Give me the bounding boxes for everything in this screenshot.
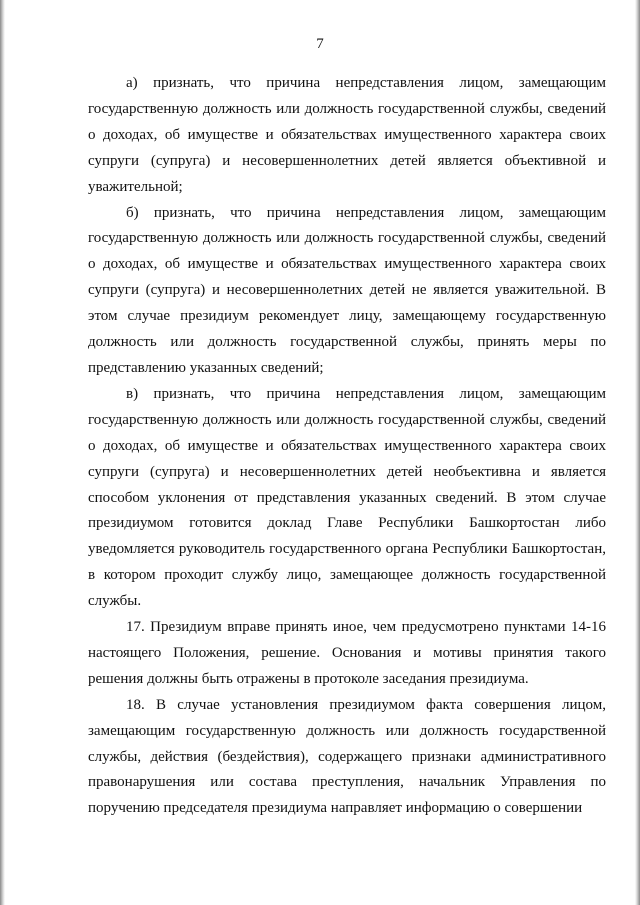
paragraph-18: 18. В случае установления президиумом факта совершения лицом, замещающим государственную должность или должность государственной службы, действия (бездействия), содержащего признаки административного правонарушения или состава преступления, начальник Управления по поручению председателя президиума направляет информацию о совершении [88,696,606,817]
paragraph-b: б) признать, что причина непредставления лицом, замещающим государственную должность или должность государственной службы, сведений о доходах, об имуществе и обязательствах имущественного характера своих супруги (супруга) и несовершеннолетних детей не является уважительной. В этом случае президиум рекомендует лицу, замещающему государственную должность или должность государственной службы, принять меры по представлению указанных сведений; [88,204,606,376]
scan-edge-left [0,0,5,905]
paragraph-17: 17. Президиум вправе принять иное, чем предусмотрено пунктами 14-16 настоящего Положения, решение. Основания и мотивы принятия такого решения должны быть отражены в протоколе заседания президиума. [88,619,606,687]
scan-edge-right [635,0,640,905]
paragraph-v: в) признать, что причина непредставления лицом, замещающим государственную должность или должность государственной службы, сведений о доходах, об имуществе и обязательствах имущественного характера своих супруги (супруга) и несовершеннолетних детей необъективна и является способом уклонения от представления указанных сведений. В этом случае президиумом готовится доклад Главе Республики Башкортостан либо уведомляется руководитель государственного органа Республики Башкортостан, в котором проходит службу лицо, замещающее должность государственной службы. [88,385,606,610]
page-number: 7 [316,36,324,52]
paragraph-a: а) признать, что причина непредставления лицом, замещающим государственную должность или должность государственной службы, сведений о доходах, об имуществе и обязательствах имущественного характера своих супруги (супруга) и несовершеннолетних детей является объективной и уважительной; [88,75,606,195]
document-body [88,71,606,822]
